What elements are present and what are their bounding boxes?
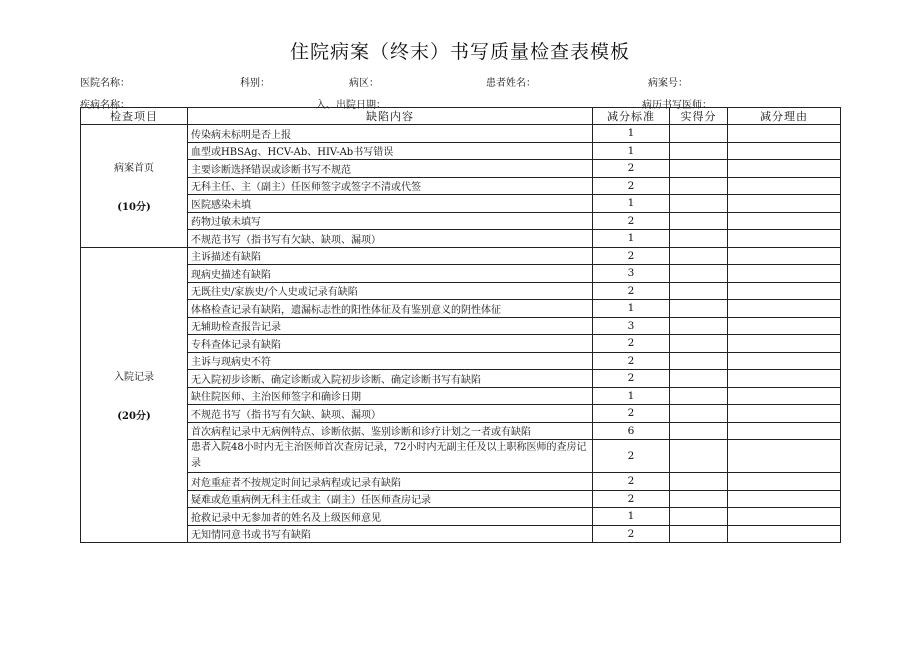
- deduction-standard-cell: 2: [593, 335, 670, 353]
- table-row: [81, 212, 841, 230]
- defect-content-cell: 主诉与现病史不符: [188, 352, 593, 370]
- actual-score-cell[interactable]: [670, 195, 728, 213]
- defect-content-cell: 专科查体记录有缺陷: [188, 335, 593, 353]
- deduction-standard-cell: 2: [593, 160, 670, 178]
- defect-content-cell: 主要诊断选择错误或诊断书写不规范: [188, 160, 593, 178]
- table-row: [81, 440, 841, 473]
- defect-content-cell: 无入院初步诊断、确定诊断或入院初步诊断、确定诊断书写有缺陷: [188, 370, 593, 388]
- actual-score-cell[interactable]: [670, 160, 728, 178]
- defect-content-cell: 首次病程记录中无病例特点、诊断依据、鉴别诊断和诊疗计划之一者或有缺陷: [188, 422, 593, 440]
- table-row: [81, 177, 841, 195]
- deduction-standard-cell: 1: [593, 142, 670, 160]
- case-number-label: 病案号：: [648, 78, 688, 89]
- deduction-reason-cell[interactable]: [728, 247, 841, 265]
- section-cell: [81, 247, 188, 543]
- defect-content-cell: 缺住院医师、主治医师签字和确诊日期: [188, 387, 593, 405]
- table-row: [81, 490, 841, 508]
- deduction-reason-cell[interactable]: [728, 160, 841, 178]
- header-defect-content: 缺陷内容: [188, 108, 593, 125]
- section-cell: [81, 125, 188, 248]
- deduction-reason-cell[interactable]: [728, 300, 841, 318]
- actual-score-cell[interactable]: [670, 177, 728, 195]
- header-deduction-reason: 减分理由: [728, 108, 841, 125]
- deduction-reason-cell[interactable]: [728, 370, 841, 388]
- deduction-reason-cell[interactable]: [728, 490, 841, 508]
- deduction-standard-cell: 1: [593, 300, 670, 318]
- actual-score-cell[interactable]: [670, 352, 728, 370]
- defect-content-cell: 无既往史/家族史/个人史或记录有缺陷: [188, 282, 593, 300]
- section-name: 病案首页: [114, 162, 154, 174]
- defect-content-cell: 药物过敏未填写: [188, 212, 593, 230]
- deduction-reason-cell[interactable]: [728, 230, 841, 248]
- deduction-standard-cell: 2: [593, 370, 670, 388]
- actual-score-cell[interactable]: [670, 335, 728, 353]
- defect-content-cell: 不规范书写（指书写有欠缺、缺项、漏项）: [188, 230, 593, 248]
- disease-name-label: 疾病名称：: [80, 100, 130, 111]
- deduction-standard-cell: 2: [593, 247, 670, 265]
- actual-score-cell[interactable]: [670, 370, 728, 388]
- deduction-reason-cell[interactable]: [728, 265, 841, 283]
- deduction-reason-cell[interactable]: [728, 195, 841, 213]
- deduction-standard-cell: 2: [593, 473, 670, 491]
- defect-content-cell: 患者入院48小时内无主治医师首次查房记录，72小时内无副主任及以上职称医师的查房记录: [188, 440, 593, 473]
- deduction-standard-cell: 2: [593, 212, 670, 230]
- deduction-reason-cell[interactable]: [728, 352, 841, 370]
- table-row: [81, 195, 841, 213]
- actual-score-cell[interactable]: [670, 142, 728, 160]
- admission-discharge-dates-label: 入、出院日期：: [316, 100, 386, 111]
- deduction-standard-cell: 2: [593, 405, 670, 423]
- table-row: [81, 335, 841, 353]
- defect-content-cell: 体格检查记录有缺陷，遗漏标志性的阳性体征及有鉴别意义的阴性体征: [188, 300, 593, 318]
- table-row: [81, 525, 841, 543]
- deduction-standard-cell: 2: [593, 490, 670, 508]
- table-row: [81, 125, 841, 143]
- table-row: [81, 160, 841, 178]
- actual-score-cell[interactable]: [670, 525, 728, 543]
- deduction-reason-cell[interactable]: [728, 282, 841, 300]
- department-label: 科别：: [240, 78, 270, 89]
- actual-score-cell[interactable]: [670, 247, 728, 265]
- deduction-reason-cell[interactable]: [728, 525, 841, 543]
- deduction-reason-cell[interactable]: [728, 125, 841, 143]
- quality-check-table: [80, 107, 841, 543]
- actual-score-cell[interactable]: [670, 387, 728, 405]
- deduction-standard-cell: 3: [593, 317, 670, 335]
- deduction-standard-cell: 1: [593, 387, 670, 405]
- deduction-reason-cell[interactable]: [728, 473, 841, 491]
- defect-content-cell: 现病史描述有缺陷: [188, 265, 593, 283]
- deduction-reason-cell[interactable]: [728, 387, 841, 405]
- table-row: [81, 508, 841, 526]
- ward-label: 病区：: [349, 78, 379, 89]
- deduction-standard-cell: 1: [593, 125, 670, 143]
- deduction-reason-cell[interactable]: [728, 212, 841, 230]
- table-row: [81, 247, 841, 265]
- deduction-reason-cell[interactable]: [728, 142, 841, 160]
- table-header-row: [81, 108, 841, 125]
- actual-score-cell[interactable]: [670, 422, 728, 440]
- patient-name-label: 患者姓名：: [486, 78, 536, 89]
- defect-content-cell: 无科主任、主（副主）任医师签字或签字不清或代签: [188, 177, 593, 195]
- deduction-standard-cell: 6: [593, 422, 670, 440]
- table-row: [81, 370, 841, 388]
- defect-content-cell: 不规范书写（指书写有欠缺、缺项、漏项）: [188, 405, 593, 423]
- defect-content-cell: 对危重症者不按规定时间记录病程或记录有缺陷: [188, 473, 593, 491]
- table-row: [81, 405, 841, 423]
- table-row: [81, 282, 841, 300]
- defect-content-cell: 血型或HBSAg、HCV-Ab、HIV-Ab书写错误: [188, 142, 593, 160]
- actual-score-cell[interactable]: [670, 300, 728, 318]
- table-row: [81, 300, 841, 318]
- actual-score-cell[interactable]: [670, 265, 728, 283]
- actual-score-cell[interactable]: [670, 230, 728, 248]
- defect-content-cell: 医院感染未填: [188, 195, 593, 213]
- header-actual-score: 实得分: [670, 108, 728, 125]
- section-points: (20分): [117, 410, 151, 422]
- defect-content-cell: 抢救记录中无参加者的姓名及上级医师意见: [188, 508, 593, 526]
- table-row: [81, 387, 841, 405]
- table-row: [81, 142, 841, 160]
- deduction-standard-cell: 1: [593, 230, 670, 248]
- table-row: [81, 352, 841, 370]
- deduction-reason-cell[interactable]: [728, 335, 841, 353]
- actual-score-cell[interactable]: [670, 282, 728, 300]
- deduction-standard-cell: 1: [593, 195, 670, 213]
- table-row: [81, 230, 841, 248]
- deduction-standard-cell: 2: [593, 282, 670, 300]
- deduction-standard-cell: 2: [593, 352, 670, 370]
- deduction-reason-cell[interactable]: [728, 405, 841, 423]
- deduction-standard-cell: 2: [593, 525, 670, 543]
- deduction-reason-cell[interactable]: [728, 422, 841, 440]
- deduction-standard-cell: 1: [593, 508, 670, 526]
- header-check-item: 检查项目: [81, 108, 188, 125]
- actual-score-cell[interactable]: [670, 125, 728, 143]
- deduction-reason-cell[interactable]: [728, 508, 841, 526]
- table-row: [81, 473, 841, 491]
- table-row: [81, 265, 841, 283]
- section-points: (10分): [117, 201, 151, 213]
- deduction-reason-cell[interactable]: [728, 440, 841, 473]
- header-deduction-standard: 减分标准: [593, 108, 670, 125]
- actual-score-cell[interactable]: [670, 440, 728, 473]
- deduction-standard-cell: 3: [593, 265, 670, 283]
- defect-content-cell: 疑难或危重病例无科主任或主（副主）任医师查房记录: [188, 490, 593, 508]
- deduction-reason-cell[interactable]: [728, 317, 841, 335]
- actual-score-cell[interactable]: [670, 490, 728, 508]
- section-name: 入院记录: [114, 371, 154, 383]
- deduction-reason-cell[interactable]: [728, 177, 841, 195]
- deduction-standard-cell: 2: [593, 440, 670, 473]
- defect-content-cell: 无辅助检查报告记录: [188, 317, 593, 335]
- defect-content-cell: 无知情同意书或书写有缺陷: [188, 525, 593, 543]
- defect-content-cell: 主诉描述有缺陷: [188, 247, 593, 265]
- actual-score-cell[interactable]: [670, 317, 728, 335]
- page-title: 住院病案（终末）书写质量检查表模板: [289, 41, 630, 63]
- actual-score-cell[interactable]: [670, 405, 728, 423]
- deduction-standard-cell: 2: [593, 177, 670, 195]
- defect-content-cell: 传染病未标明是否上报: [188, 125, 593, 143]
- actual-score-cell[interactable]: [670, 508, 728, 526]
- actual-score-cell[interactable]: [670, 473, 728, 491]
- table-row: [81, 317, 841, 335]
- table-row: [81, 422, 841, 440]
- attending-doctor-label: 病历书写医师：: [642, 100, 712, 111]
- actual-score-cell[interactable]: [670, 212, 728, 230]
- hospital-name-label: 医院名称：: [80, 78, 130, 89]
